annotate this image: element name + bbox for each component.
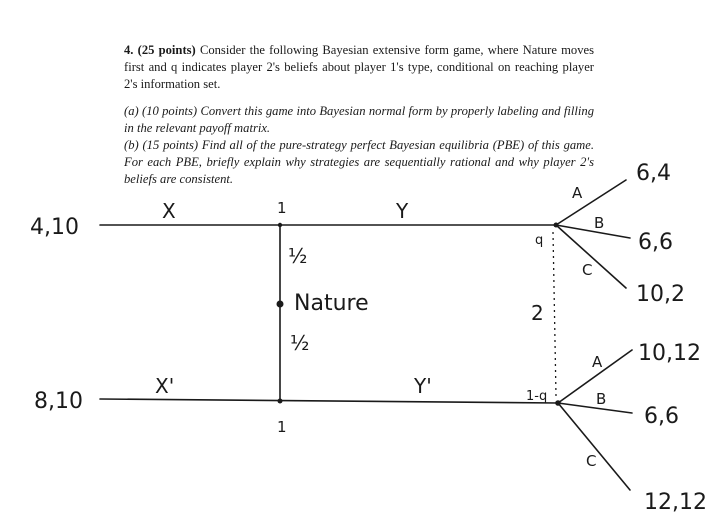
top-response-a-label: A	[572, 184, 583, 202]
bottom-response-b-label: B	[596, 390, 607, 408]
prob-top-label: ½	[288, 244, 308, 268]
player1-top-label: 1	[277, 199, 287, 217]
bottom-response-a-label: A	[592, 353, 603, 371]
top-continue-action: Y	[396, 199, 409, 223]
player2-label: 2	[531, 301, 544, 325]
problem-points: (25 points)	[137, 43, 196, 57]
top-response-c-payoff: 10,2	[636, 282, 685, 307]
top-response-c-label: C	[582, 261, 593, 279]
bottom-branch-line	[100, 399, 558, 403]
prob-bottom-label: ½	[290, 331, 310, 355]
top-response-b-label: B	[594, 214, 605, 232]
bottom-exit-payoff: 8,10	[34, 389, 83, 414]
top-response-b-payoff: 6,6	[638, 230, 673, 255]
nature-label: Nature	[294, 291, 369, 316]
statement-text: Consider the following Bayesian extensive form game, where Nature moves first and q indicates player 2's beliefs about player 1's type, conditional on reaching player 2's information set.	[124, 43, 595, 91]
bottom-response-c-line	[558, 403, 630, 490]
bottom-response-b-payoff: 6,6	[644, 404, 679, 429]
top-response-a-line	[556, 180, 626, 225]
player1-bottom-node	[278, 399, 283, 404]
bottom-response-c-payoff: 12,12	[644, 490, 707, 515]
top-exit-payoff: 4,10	[30, 215, 79, 240]
player2-top-node	[554, 223, 559, 228]
bottom-response-c-label: C	[586, 452, 597, 470]
information-set-line	[553, 232, 556, 396]
top-response-a-payoff: 6,4	[636, 161, 671, 186]
bottom-exit-action: X'	[155, 374, 175, 398]
belief-bottom-label: 1-q	[526, 389, 548, 404]
part-b-text: Find all of the pure-strategy perfect Bayesian equilibria (PBE) of this game. For each PBE, briefly explain why strategies are sequentially rational and why player 2's beliefs are consistent.	[124, 138, 594, 186]
player1-top-node	[278, 223, 282, 227]
bottom-response-b-line	[558, 403, 632, 413]
bottom-response-a-payoff: 10,12	[638, 341, 701, 366]
problem-number: 4.	[124, 43, 134, 57]
player2-bottom-node	[555, 400, 561, 406]
belief-top-label: q	[535, 233, 544, 248]
bottom-continue-action: Y'	[414, 374, 432, 398]
player1-bottom-label: 1	[277, 418, 287, 436]
nature-node	[277, 301, 284, 308]
part-a-label: (a) (10 points)	[124, 104, 198, 118]
top-exit-action: X	[162, 199, 176, 223]
part-b-label: (b) (15 points)	[124, 138, 199, 152]
part-a-text: Convert this game into Bayesian normal form by properly labeling and filling in the relevant payoff matrix.	[124, 104, 594, 135]
